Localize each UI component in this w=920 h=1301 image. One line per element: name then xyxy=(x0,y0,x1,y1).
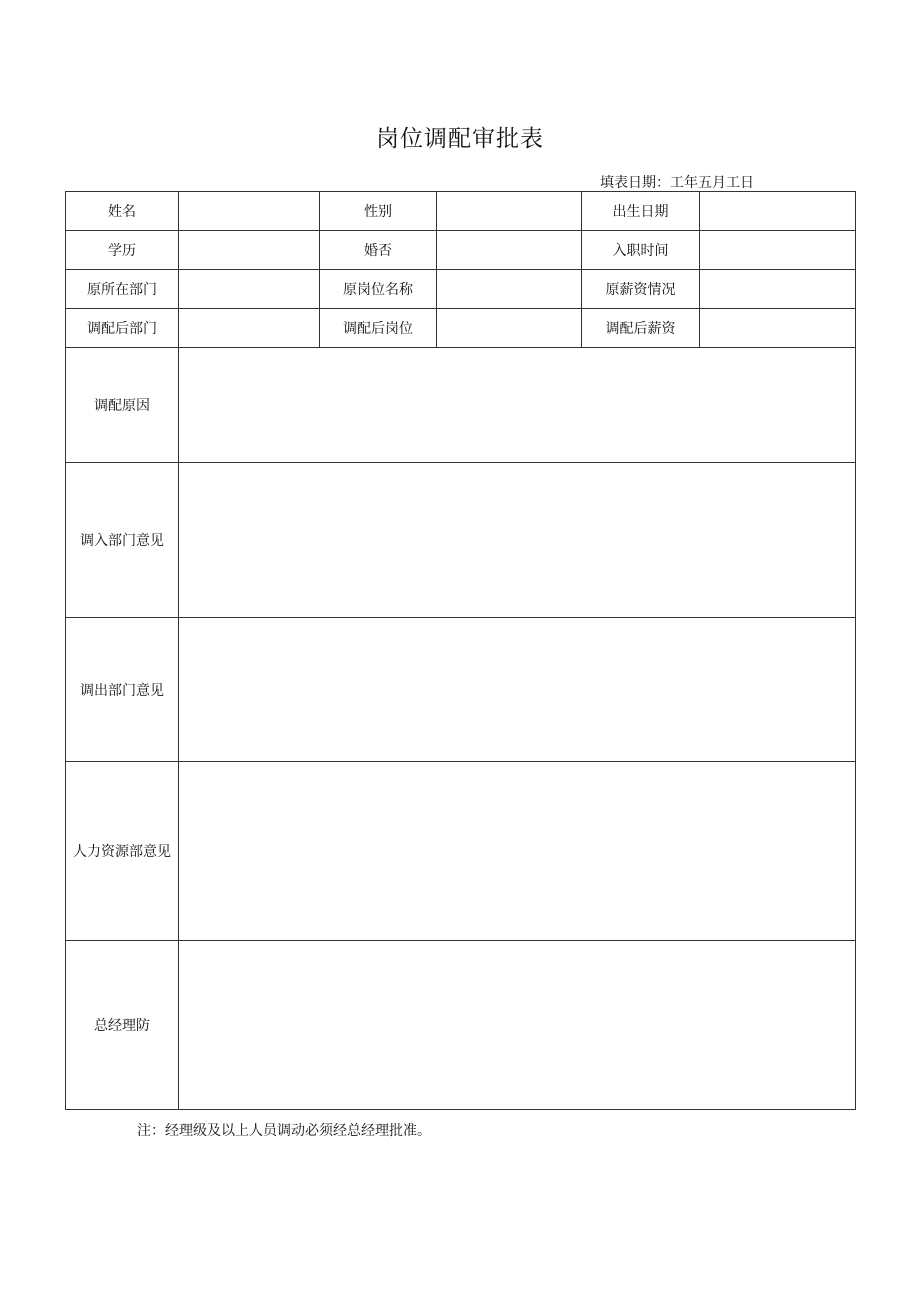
transfer-reason-field[interactable] xyxy=(179,348,856,463)
receiving-dept-opinion-field[interactable] xyxy=(179,463,856,618)
releasing-dept-opinion-field[interactable] xyxy=(179,618,856,762)
label-hr-opinion: 人力资源部意见 xyxy=(66,762,179,941)
new-department-field[interactable] xyxy=(179,309,320,348)
table-row xyxy=(66,463,856,618)
table-row xyxy=(66,309,856,348)
original-salary-field[interactable] xyxy=(700,270,856,309)
label-new-salary: 调配后薪资 xyxy=(582,309,700,348)
label-general-manager: 总经理防 xyxy=(66,941,179,1110)
hire-date-field[interactable] xyxy=(700,231,856,270)
table-row xyxy=(66,192,856,231)
label-original-department: 原所在部门 xyxy=(66,270,179,309)
label-birth-date: 出生日期 xyxy=(582,192,700,231)
label-transfer-reason: 调配原因 xyxy=(66,348,179,463)
new-salary-field[interactable] xyxy=(700,309,856,348)
birth-date-field[interactable] xyxy=(700,192,856,231)
label-original-position: 原岗位名称 xyxy=(320,270,437,309)
label-education: 学历 xyxy=(66,231,179,270)
original-department-field[interactable] xyxy=(179,270,320,309)
label-original-salary: 原薪资情况 xyxy=(582,270,700,309)
label-new-department: 调配后部门 xyxy=(66,309,179,348)
table-row xyxy=(66,231,856,270)
approval-form-table xyxy=(65,191,856,1110)
label-hire-date: 入职时间 xyxy=(582,231,700,270)
general-manager-field[interactable] xyxy=(179,941,856,1110)
label-new-position: 调配后岗位 xyxy=(320,309,437,348)
label-name: 姓名 xyxy=(66,192,179,231)
label-gender: 性别 xyxy=(320,192,437,231)
education-field[interactable] xyxy=(179,231,320,270)
footnote: 注：经理级及以上人员调动必须经总经理批准。 xyxy=(137,1123,431,1139)
marital-status-field[interactable] xyxy=(437,231,582,270)
label-releasing-dept-opinion: 调出部门意见 xyxy=(66,618,179,762)
table-row xyxy=(66,941,856,1110)
gender-field[interactable] xyxy=(437,192,582,231)
page-title: 岗位调配审批表 xyxy=(376,126,544,152)
fill-date: 填表日期：工年五月工日 xyxy=(600,175,754,191)
table-row xyxy=(66,618,856,762)
table-row xyxy=(66,270,856,309)
label-receiving-dept-opinion: 调入部门意见 xyxy=(66,463,179,618)
label-marital-status: 婚否 xyxy=(320,231,437,270)
table-row xyxy=(66,348,856,463)
new-position-field[interactable] xyxy=(437,309,582,348)
original-position-field[interactable] xyxy=(437,270,582,309)
table-row xyxy=(66,762,856,941)
name-field[interactable] xyxy=(179,192,320,231)
hr-opinion-field[interactable] xyxy=(179,762,856,941)
